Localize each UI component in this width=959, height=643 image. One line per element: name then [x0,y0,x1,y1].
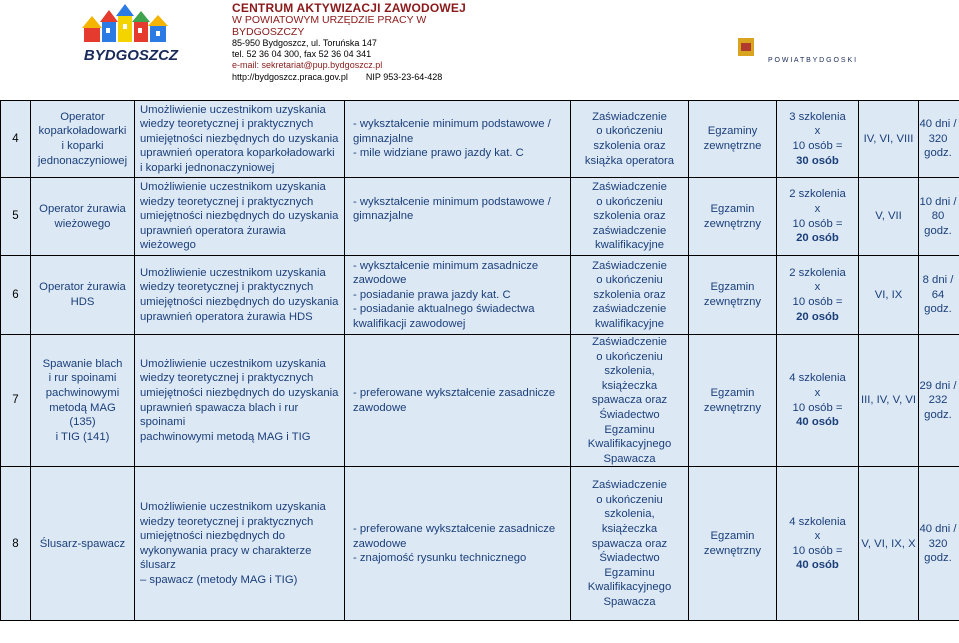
course-goal-text: Umożliwienie uczestnikom uzyskania wiedzy teoretycznej i praktycznych umiejętności niezbędnych do uzyskania uprawnień operatora koparkoładowarki i koparki jednonaczyniowej [140,103,339,174]
participants-total: 20 osób [796,310,839,323]
course-name [31,335,135,467]
course-certificate [571,467,689,621]
course-participants [777,335,859,467]
row-number [1,335,31,467]
course-goal [135,467,345,621]
course-exam [689,335,777,467]
participants-formula: 2 szkolenia x 10 osób = [789,266,846,308]
row-number-text: 7 [12,394,19,407]
course-qualification [859,335,919,467]
course-requirements-text: - wykształcenie minimum podstawowe / gimnazjalne [353,195,551,223]
course-exam-text: Egzamin zewnętrzny [703,387,762,414]
course-certificate-text: Zaświadczenie o ukończeniu szkolenia, książeczka spawacza oraz Świadectwo Egzaminu Kwalifikacyjnego Spawacza [587,479,672,608]
course-duration-text: 29 dni / 232 godz. [919,379,957,421]
course-goal [135,335,345,467]
course-name [31,256,135,335]
training-table [0,100,959,621]
logo-text: BYDGOSZCZ [83,47,179,64]
participants-total: 40 osób [796,559,839,572]
course-participants [777,101,859,178]
course-duration [919,178,959,256]
header-nip: NIP 953-23-64-428 [365,71,443,82]
course-name-text: Spawanie blach i rur spoinami pachwinowymi metodą MAG (135) i TIG (141) [42,357,123,443]
participants-total: 20 osób [796,232,839,245]
course-certificate-text: Zaświadczenie o ukończeniu szkolenia, książeczka spawacza oraz Świadectwo Egzaminu Kwalifikacyjnego Spawacza [587,336,672,465]
row-number-text: 4 [12,132,19,145]
participants-total: 40 osób [796,416,839,429]
row-number [1,178,31,256]
table-row [1,467,959,621]
course-certificate [571,101,689,178]
course-qualification [859,101,919,178]
course-duration-text: 8 dni / 64 godz. [922,274,954,316]
course-participants [777,467,859,621]
course-goal-text: Umożliwienie uczestnikom uzyskania wiedzy teoretycznej i praktycznych umiejętności niezbędnych do uzyskania uprawnień spawacza blach i rur spoinami pachwinowymi metodą MAG i TIG [140,357,339,443]
course-goal [135,178,345,256]
course-certificate [571,335,689,467]
course-duration [919,467,959,621]
course-goal-text: Umożliwienie uczestnikom uzyskania wiedzy teoretycznej i praktycznych umiejętności niezbędnych do uzyskania uprawnień operatora żurawia HDS [140,266,339,323]
header-contact [232,2,492,83]
row-number-text: 5 [12,210,19,223]
course-exam [689,256,777,335]
course-name [31,101,135,178]
powiat-logo [730,38,910,68]
course-name-text: Ślusarz-spawacz [39,537,126,550]
course-duration-text: 40 dni / 320 godz. [919,118,957,160]
row-number-text: 6 [12,288,19,301]
course-requirements [345,467,571,621]
course-exam-text: Egzamin zewnętrzny [703,281,762,308]
course-qualification-text: V, VII [875,210,902,223]
course-name [31,178,135,256]
course-certificate [571,178,689,256]
row-number-text: 8 [12,537,19,550]
course-goal [135,101,345,178]
course-duration [919,101,959,178]
course-qualification-text: III, IV, V, VI [860,394,917,407]
course-name-text: Operator żurawia wieżowego [39,202,126,230]
table-row [1,178,959,256]
course-requirements-text: - wykształcenie minimum zasadnicze zawodowe - posiadanie prawa jazdy kat. C - posiadanie aktualnego świadectwa kwalifikacji zawodowej [353,259,539,330]
course-name-text: Operator koparkoładowarki i koparki jednonaczyniowej [37,110,128,167]
bydgoszcz-logo [76,2,186,66]
course-duration [919,256,959,335]
course-exam [689,178,777,256]
participants-formula: 3 szkolenia x 10 osób = [789,110,846,152]
row-number [1,467,31,621]
participants-formula: 4 szkolenia x 10 osób = [789,372,846,414]
course-requirements-text: - preferowane wykształcenie zasadnicze zawodowe [353,387,556,414]
header-address: 85-950 Bydgoszcz, ul. Toruńska 147 [232,38,377,48]
table-row [1,256,959,335]
course-certificate-text: Zaświadczenie o ukończeniu szkolenia oraz zaświadczenie kwalifikacyjne [592,181,667,252]
course-qualification-text: V, VI, IX, X [861,537,916,550]
course-qualification-text: IV, VI, VIII [863,132,914,145]
row-number [1,256,31,335]
course-exam-text: Egzaminy zewnętrzne [703,125,762,152]
table-row [1,101,959,178]
course-exam-text: Egzamin zewnętrzny [703,202,762,230]
course-qualification [859,256,919,335]
course-certificate-text: Zaświadczenie o ukończeniu szkolenia oraz książka operatora [584,110,675,167]
header-website[interactable]: http://bydgoszcz.praca.gov.pl [232,71,348,82]
participants-total: 30 osób [796,154,839,167]
course-qualification [859,467,919,621]
course-requirements [345,335,571,467]
course-goal-text: Umożliwienie uczestnikom uzyskania wiedzy teoretycznej i praktycznych umiejętności niezbędnych do wykonywania pracy w charakterze ślusarz – spawacz (metody MAG i TIG) [140,501,326,587]
header-subtitle: W POWIATOWYM URZĘDZIE PRACY W BYDGOSZCZY [232,14,427,38]
course-goal-text: Umożliwienie uczestnikom uzyskania wiedzy teoretycznej i praktycznych umiejętności niezbędnych do uzyskania uprawnień operatora żurawia wieżowego [140,181,339,252]
course-exam [689,467,777,621]
course-duration-text: 40 dni / 320 godz. [919,522,957,565]
header-title: CENTRUM AKTYWIZACJI ZAWODOWEJ [232,1,467,15]
course-goal [135,256,345,335]
course-participants [777,256,859,335]
course-certificate [571,256,689,335]
participants-formula: 2 szkolenia x 10 osób = [789,188,846,230]
course-requirements [345,178,571,256]
powiat-text: P O W I A T B Y D G O S K I [768,57,857,64]
header-phone: tel. 52 36 04 300, fax 52 36 04 341 [232,49,372,60]
course-requirements-text: - wykształcenie minimum podstawowe / gimnazjalne - mile widziane prawo jazdy kat. C [353,118,551,160]
course-duration-text: 10 dni / 80 godz. [919,195,957,237]
row-number [1,101,31,178]
course-requirements-text: - preferowane wykształcenie zasadnicze zawodowe - znajomość rysunku technicznego [353,522,556,565]
course-requirements [345,101,571,178]
course-name [31,467,135,621]
course-duration [919,335,959,467]
course-exam [689,101,777,178]
course-requirements [345,256,571,335]
course-name-text: Operator żurawia HDS [39,281,126,308]
course-qualification-text: VI, IX [874,288,903,301]
course-qualification [859,178,919,256]
table-row [1,335,959,467]
header-email[interactable]: e-mail: sekretariat@pup.bydgoszcz.pl [232,60,383,71]
course-participants [777,178,859,256]
participants-formula: 4 szkolenia x 10 osób = [789,515,846,557]
course-exam-text: Egzamin zewnętrzny [703,530,762,557]
course-certificate-text: Zaświadczenie o ukończeniu szkolenia oraz zaświadczenie kwalifikacyjne [592,259,667,330]
